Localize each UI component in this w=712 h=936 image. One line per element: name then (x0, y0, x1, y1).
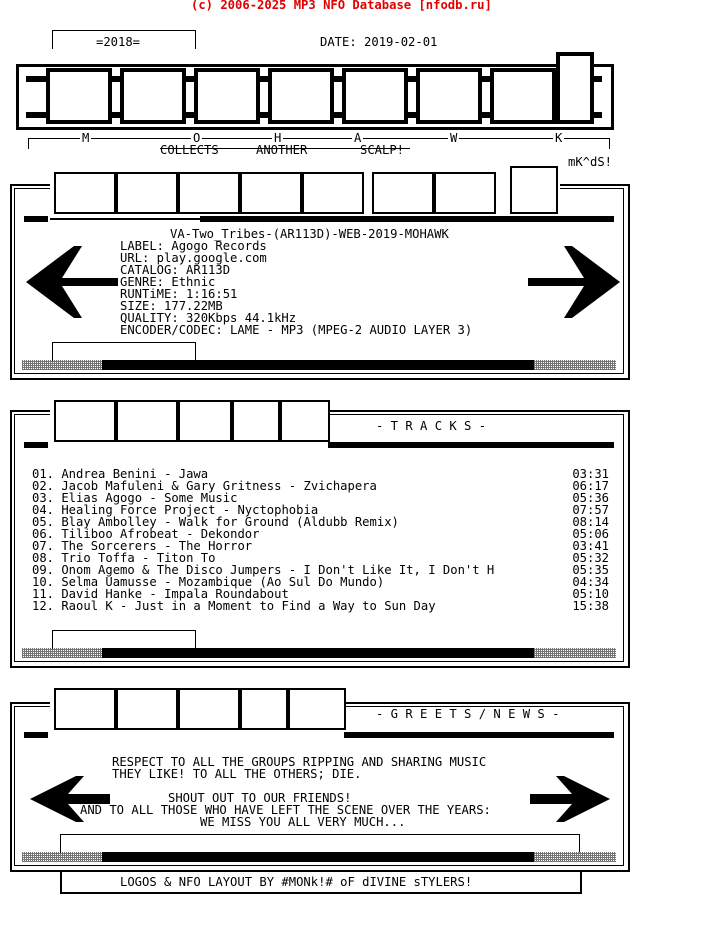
right-arrow-icon (530, 774, 614, 824)
slogan-word-2: ANOTHER (256, 143, 308, 157)
greets-line-5: AND TO ALL THOSE WHO HAVE LEFT THE SCENE OVER THE YEARS: (80, 803, 491, 817)
group-letter-a: A (354, 131, 362, 145)
group-letter-w: W (450, 131, 458, 145)
footer-credits: LOGOS & NFO LAYOUT BY #MONk!# oF dIVINE sTYLERS! (120, 875, 473, 889)
tracks-bottom-bar (102, 648, 534, 658)
track-row: 03. Elias Agogo - Some Music 05:36 (32, 491, 609, 505)
release-info-side-rule (50, 218, 200, 220)
tracks-dither-right (534, 648, 616, 658)
track-row: 09. Onom Agemo & The Disco Jumpers - I Don't Like It, I Don't H 05:35 (32, 563, 609, 577)
release-label: LABEL: Agogo Records (120, 239, 267, 253)
tracks-section-label: - T R A C K S - (376, 419, 487, 433)
tracks-divider-left (24, 442, 48, 448)
release-info-divider (24, 216, 48, 222)
greets-line-2: THEY LIKE! TO ALL THE OTHERS; DIE. (112, 767, 362, 781)
track-row: 04. Healing Force Project - Nyctophobia 07:57 (32, 503, 609, 517)
release-name: VA-Two_Tribes-(AR113D)-WEB-2019-MOHAWK (170, 227, 449, 241)
release-info-dither-right (534, 360, 616, 370)
right-arrow-icon (528, 244, 624, 320)
tracks-dither-left (22, 648, 102, 658)
tracks-bottom-tab (52, 630, 196, 649)
copyright-line: (c) 2006-2025 MP3 NFO Database [nfodb.ru] (191, 0, 492, 12)
tracks-logo (50, 388, 330, 442)
left-arrow-icon (22, 244, 118, 320)
greets-line-6: WE MISS YOU ALL VERY MUCH... (200, 815, 406, 829)
track-row: 05. Blay Ambolley - Walk for Ground (Aldubb Remix) 08:14 (32, 515, 609, 529)
release-url: URL: play.google.com (120, 251, 267, 265)
release-info-bottom-bar (102, 360, 534, 370)
release-info-divider-right (200, 216, 614, 222)
greets-dither-left (22, 852, 102, 862)
greets-divider-left (24, 732, 48, 738)
track-row: 08. Trio Toffa - Titon To 05:32 (32, 551, 609, 565)
slogan-word-3: SCALP! (360, 143, 405, 157)
release-runtime: RUNTiME: 1:16:51 (120, 287, 238, 301)
track-row: 12. Raoul K - Just in a Moment to Find a Way to Sun Day 15:38 (32, 599, 609, 613)
track-row: 01. Andrea Benini - Jawa 03:31 (32, 467, 609, 481)
greets-divider-right (344, 732, 614, 738)
track-row: 10. Selma Uamusse - Mozambique (Ao Sul Do Mundo) 04:34 (32, 575, 609, 589)
greets-line-1: RESPECT TO ALL THE GROUPS RIPPING AND SHARING MUSIC (112, 755, 487, 769)
group-letter-m: M (82, 131, 90, 145)
year-tag: =2018= (96, 35, 141, 49)
release-size: SIZE: 177.22MB (120, 299, 223, 313)
release-date: DATE: 2019-02-01 (320, 35, 438, 49)
release-info-dither-left (22, 360, 102, 370)
release-catalog: CATALOG: AR113D (120, 263, 231, 277)
greets-logo (50, 676, 346, 732)
group-letter-k: K (555, 131, 563, 145)
mohawk-logo (16, 50, 612, 128)
greets-bottom-tab (60, 834, 580, 853)
slogan-word-1: COLLECTS (160, 143, 219, 157)
track-row: 07. The Sorcerers - The Horror 03:41 (32, 539, 609, 553)
greets-section-label: - G R E E T S / N E W S - (376, 707, 560, 721)
release-quality: QUALITY: 320Kbps 44.1kHz (120, 311, 297, 325)
release-info-logo (50, 166, 560, 216)
artist-tag: mK^dS! (568, 155, 613, 169)
greets-bottom-bar (102, 852, 534, 862)
track-row: 06. Tiliboo Afrobeat - Dekondor 05:06 (32, 527, 609, 541)
tracks-divider-right (328, 442, 614, 448)
group-letter-o: O (193, 131, 201, 145)
track-row: 11. David Hanke - Impala Roundabout 05:10 (32, 587, 609, 601)
release-encoder: ENCODER/CODEC: LAME - MP3 (MPEG-2 AUDIO LAYER 3) (120, 323, 473, 337)
left-arrow-icon (26, 774, 110, 824)
group-letter-h: H (274, 131, 282, 145)
release-info-bottom-tab (52, 342, 196, 361)
track-row: 02. Jacob Mafuleni & Gary Gritness - Zvichapera 06:17 (32, 479, 609, 493)
greets-dither-right (534, 852, 616, 862)
release-genre: GENRE: Ethnic (120, 275, 216, 289)
greets-line-4: SHOUT OUT TO OUR FRIENDS! (168, 791, 352, 805)
